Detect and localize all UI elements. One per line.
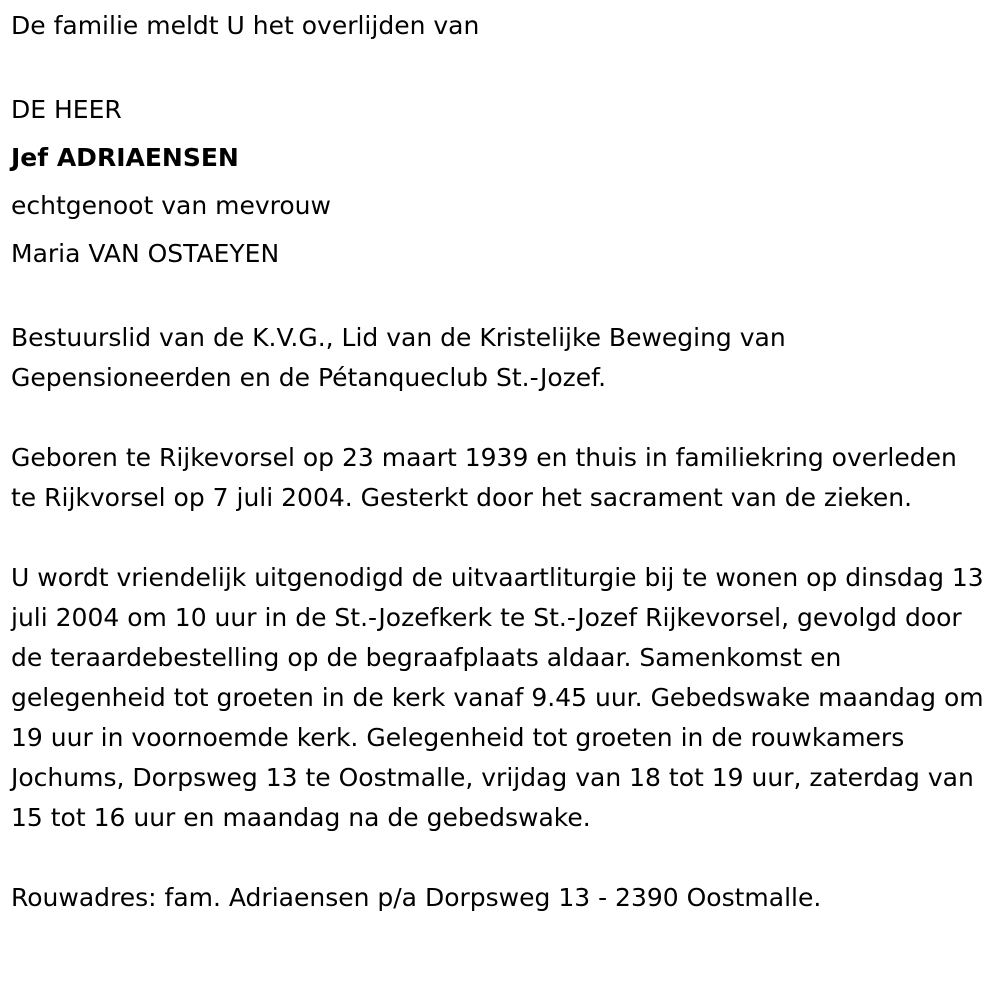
spacer [11, 278, 1000, 318]
intro-text: De familie meldt U het overlijden van [11, 11, 480, 40]
spouse-name: Maria VAN OSTAEYEN [11, 239, 280, 268]
memberships-paragraph: Bestuurslid van de K.V.G., Lid van de Kristelijke Beweging van Gepensioneerden en de Pétanqueclub St.-Jozef. [11, 323, 786, 392]
spouse-prefix: echtgenoot van mevrouw [11, 191, 331, 220]
spacer [11, 518, 1000, 558]
funeral-paragraph: U wordt vriendelijk uitgenodigd de uitvaartliturgie bij te wonen op dinsdag 13 juli 2004 om 10 uur in de St.-Jozefkerk te St.-Jozef Rijkevorsel, gevolgd door de teraardebestelling op de begraafplaats aldaar. Samenkomst en gelegenheid tot groeten in de kerk vanaf 9.45 uur. Gebedswake maandag om 19 uur in voornoemde kerk. Gelegenheid tot groeten in de rouwkamers Jochums, Dorpsweg 13 te Oostmalle, vrijdag van 18 tot 19 uur, zaterdag van 15 tot 16 uur en maandag na de gebedswake. [11, 563, 984, 832]
spacer [11, 838, 1000, 878]
birth-death-paragraph: Geboren te Rijkevorsel op 23 maart 1939 en thuis in familiekring overleden te Rijkvorsel op 7 juli 2004. Gesterkt door het sacrament van de zieken. [11, 443, 957, 512]
title-text: DE HEER [11, 95, 122, 124]
spacer [11, 398, 1000, 438]
spacer [11, 46, 1000, 86]
address-text: Rouwadres: fam. Adriaensen p/a Dorpsweg 13 - 2390 Oostmalle. [11, 883, 822, 912]
deceased-name: Jef ADRIAENSEN [11, 143, 239, 172]
